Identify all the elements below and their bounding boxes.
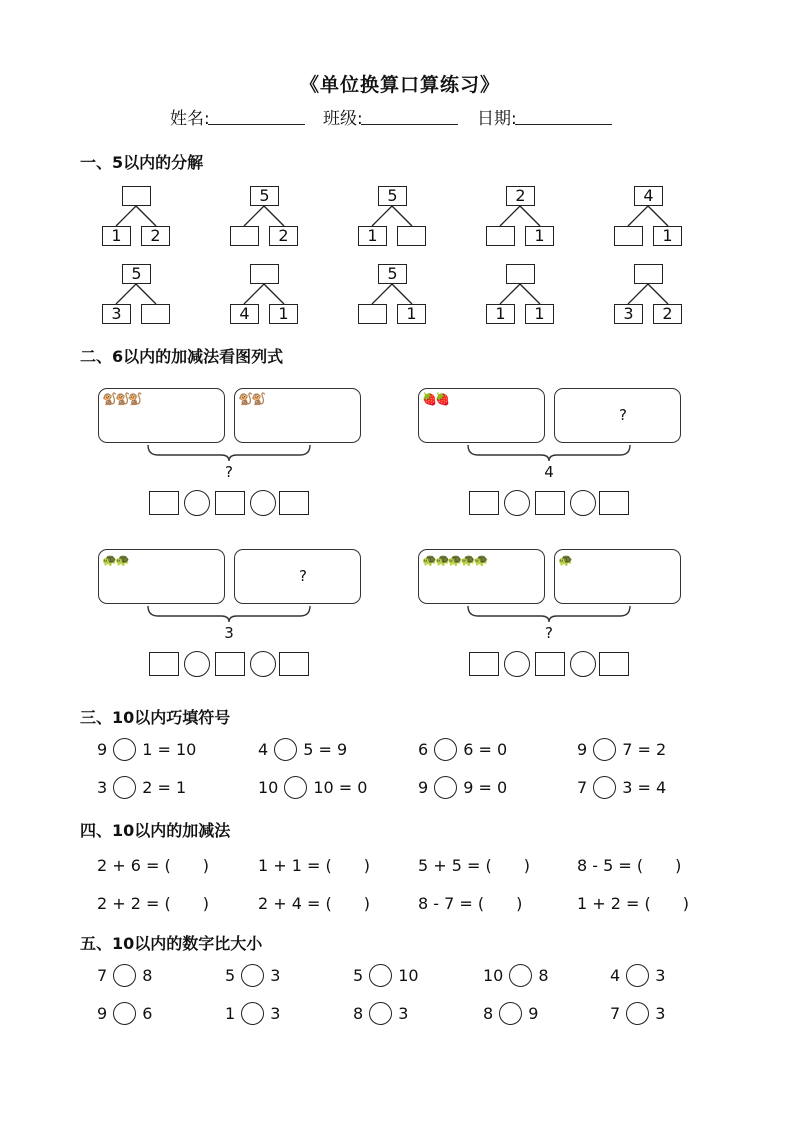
turtle-icon: 🐢 [558,553,571,567]
compare-right-number: 3 [655,966,666,985]
compare-answer-circle[interactable] [369,964,392,987]
decomp-top-box[interactable]: 4 [634,186,663,206]
compare-answer-circle[interactable] [241,964,264,987]
decomp-right-box[interactable]: 2 [141,226,170,246]
symbol-equation [258,776,367,799]
decomp-top-box[interactable] [506,264,535,284]
brace [468,606,630,622]
compare-pair [97,1002,152,1025]
compare-right-number: 8 [142,966,153,985]
decomp-branch-left [628,206,648,226]
decomp-branch-left [244,206,264,226]
compare-left-number: 4 [610,966,621,985]
decomp-left-box[interactable] [614,226,643,246]
symbol-answer-circle[interactable] [113,776,136,799]
arithmetic-problem[interactable]: 8 - 7 = ( ) [418,894,523,913]
class-label: 班级: [323,109,363,129]
decomp-left-box[interactable] [358,304,387,324]
turtle-icon: 🐢🐢 [102,553,128,567]
decomp-branch-left [372,284,392,304]
arithmetic-problem[interactable]: 8 - 5 = ( ) [577,856,682,875]
decomp-top-box[interactable]: 5 [250,186,279,206]
compare-pair [610,1002,665,1025]
answer-operator-circle[interactable] [184,490,210,516]
arithmetic-problem[interactable]: 2 + 4 = ( ) [258,894,371,913]
compare-left-number: 5 [353,966,364,985]
decomp-right-box[interactable]: 1 [525,226,554,246]
compare-answer-circle[interactable] [509,964,532,987]
date-field[interactable] [515,124,612,125]
symbol-equation [577,738,666,761]
decomp-right-box[interactable] [141,304,170,324]
decomp-left-box[interactable]: 1 [102,226,131,246]
compare-answer-circle[interactable] [369,1002,392,1025]
symbol-answer-circle[interactable] [274,738,297,761]
equation-rest: 5 = 9 [303,740,348,759]
decomp-left-box[interactable]: 3 [614,304,643,324]
answer-number-box[interactable] [469,652,499,676]
decomp-right-box[interactable]: 1 [525,304,554,324]
date-label: 日期: [477,109,517,129]
decomp-left-box[interactable]: 3 [102,304,131,324]
compare-left-number: 1 [225,1004,236,1023]
section-title-decomposition: 一、5以内的分解 [80,153,204,172]
decomp-top-box[interactable]: 2 [506,186,535,206]
turtle-icon: 🐢🐢🐢🐢🐢 [422,553,487,567]
section-title-picture-equations: 二、6以内的加减法看图列式 [80,347,284,366]
compare-answer-circle[interactable] [113,964,136,987]
decomp-branch-right [648,284,668,304]
answer-number-box[interactable] [599,491,629,515]
decomp-right-box[interactable] [397,226,426,246]
picture-panel-right [234,549,361,604]
compare-left-number: 7 [610,1004,621,1023]
decomp-branch-right [520,284,540,304]
decomp-branch-right [136,206,156,226]
equation-rest: 6 = 0 [463,740,508,759]
equation-left-number: 10 [258,778,279,797]
compare-pair [225,1002,280,1025]
section-title-fill-symbols: 三、10以内巧填符号 [80,708,231,727]
compare-left-number: 8 [483,1004,494,1023]
total-label: 4 [544,463,554,481]
monkey-icon: 🐒🐒🐒 [102,392,141,406]
compare-left-number: 7 [97,966,108,985]
equation-rest: 9 = 0 [463,778,508,797]
decomp-branch-right [648,206,668,226]
page-title: 《单位换算口算练习》 [299,74,500,96]
decomp-left-box[interactable]: 1 [486,304,515,324]
decomp-branch-left [116,206,136,226]
symbol-equation [418,776,507,799]
equation-left-number: 7 [577,778,588,797]
decomp-top-box[interactable]: 5 [378,186,407,206]
equation-rest: 3 = 4 [622,778,667,797]
compare-answer-circle[interactable] [499,1002,522,1025]
picture-panel-left [98,388,225,443]
symbol-equation [97,738,196,761]
decomp-branch-right [136,284,156,304]
compare-right-number: 6 [142,1004,153,1023]
answer-number-box[interactable] [535,491,565,515]
arithmetic-problem[interactable]: 2 + 6 = ( ) [97,856,210,875]
total-label: 3 [224,624,234,642]
decomp-branch-left [372,206,392,226]
brace [148,445,310,461]
total-label: ? [225,463,233,481]
decomp-branch-left [500,206,520,226]
symbol-equation [418,738,507,761]
decomp-branch-left [500,284,520,304]
decomp-branch-left [628,284,648,304]
equation-left-number: 9 [97,740,108,759]
arithmetic-problem[interactable]: 2 + 2 = ( ) [97,894,210,913]
compare-pair [353,964,419,987]
symbol-answer-circle[interactable] [434,738,457,761]
decomp-branch-left [244,284,264,304]
decomp-branch-right [520,206,540,226]
question-mark: ? [619,406,627,424]
symbol-answer-circle[interactable] [593,738,616,761]
symbol-equation [577,776,666,799]
decomp-top-box[interactable] [122,186,151,206]
answer-number-box[interactable] [599,652,629,676]
answer-number-box[interactable] [535,652,565,676]
compare-answer-circle[interactable] [241,1002,264,1025]
decomp-branch-right [264,206,284,226]
monkey-icon: 🐒🐒 [238,392,264,406]
arithmetic-problem[interactable]: 1 + 1 = ( ) [258,856,371,875]
compare-pair [353,1002,408,1025]
decomp-right-box[interactable]: 2 [269,226,298,246]
compare-right-number: 3 [398,1004,409,1023]
answer-operator-circle[interactable] [250,490,276,516]
equation-left-number: 3 [97,778,108,797]
symbol-answer-circle[interactable] [113,738,136,761]
compare-left-number: 10 [483,966,504,985]
brace [148,606,310,622]
picture-panel-left [98,549,225,604]
symbol-equation [97,776,186,799]
answer-operator-circle[interactable] [184,651,210,677]
answer-number-box[interactable] [149,652,179,676]
answer-operator-circle[interactable] [504,490,530,516]
decomp-left-box[interactable]: 4 [230,304,259,324]
compare-pair [97,964,152,987]
symbol-equation [258,738,347,761]
compare-right-number: 3 [270,966,281,985]
decomp-right-box[interactable]: 1 [269,304,298,324]
arithmetic-problem[interactable]: 1 + 2 = ( ) [577,894,690,913]
decomp-branch-right [392,284,412,304]
decomp-right-box[interactable]: 1 [397,304,426,324]
decomp-branch-left [116,284,136,304]
symbol-answer-circle[interactable] [434,776,457,799]
answer-number-box[interactable] [279,491,309,515]
name-label: 姓名: [170,109,210,129]
decomp-right-box[interactable]: 2 [653,304,682,324]
compare-right-number: 3 [270,1004,281,1023]
arithmetic-problem[interactable]: 5 + 5 = ( ) [418,856,531,875]
answer-number-box[interactable] [215,491,245,515]
answer-operator-circle[interactable] [250,651,276,677]
answer-number-box[interactable] [469,491,499,515]
compare-pair [483,1002,538,1025]
compare-left-number: 8 [353,1004,364,1023]
name-field[interactable] [208,124,305,125]
compare-right-number: 9 [528,1004,539,1023]
answer-operator-circle[interactable] [504,651,530,677]
decomp-left-box[interactable]: 1 [358,226,387,246]
picture-panel-left [418,549,545,604]
equation-rest: 7 = 2 [622,740,667,759]
equation-rest: 10 = 0 [313,778,368,797]
section-title-add-subtract: 四、10以内的加减法 [80,821,231,840]
question-mark: ? [299,567,307,585]
answer-operator-circle[interactable] [570,490,596,516]
compare-pair [610,964,665,987]
answer-operator-circle[interactable] [570,651,596,677]
compare-answer-circle[interactable] [626,1002,649,1025]
compare-answer-circle[interactable] [626,964,649,987]
decomp-left-box[interactable] [486,226,515,246]
decomp-top-box[interactable]: 5 [122,264,151,284]
equation-rest: 2 = 1 [142,778,187,797]
symbol-answer-circle[interactable] [593,776,616,799]
decomp-branch-right [264,284,284,304]
compare-answer-circle[interactable] [113,1002,136,1025]
decomp-left-box[interactable] [230,226,259,246]
compare-pair [483,964,549,987]
answer-number-box[interactable] [279,652,309,676]
decomp-top-box[interactable] [250,264,279,284]
equation-left-number: 9 [418,778,429,797]
answer-number-box[interactable] [149,491,179,515]
picture-panel-right [234,388,361,443]
equation-left-number: 9 [577,740,588,759]
picture-panel-right [554,549,681,604]
answer-number-box[interactable] [215,652,245,676]
compare-right-number: 3 [655,1004,666,1023]
section-title-compare-numbers: 五、10以内的数字比大小 [80,934,263,953]
compare-right-number: 10 [398,966,419,985]
equation-left-number: 6 [418,740,429,759]
compare-left-number: 9 [97,1004,108,1023]
total-label: ? [545,624,553,642]
brace [468,445,630,461]
compare-pair [225,964,280,987]
decomp-top-box[interactable]: 5 [378,264,407,284]
picture-panel-left [418,388,545,443]
decomp-top-box[interactable] [634,264,663,284]
equation-left-number: 4 [258,740,269,759]
decomp-branch-right [392,206,412,226]
decomp-right-box[interactable]: 1 [653,226,682,246]
class-field[interactable] [361,124,458,125]
symbol-answer-circle[interactable] [284,776,307,799]
picture-panel-right [554,388,681,443]
strawberry-icon: 🍓🍓 [422,392,448,406]
compare-right-number: 8 [538,966,549,985]
compare-left-number: 5 [225,966,236,985]
equation-rest: 1 = 10 [142,740,197,759]
